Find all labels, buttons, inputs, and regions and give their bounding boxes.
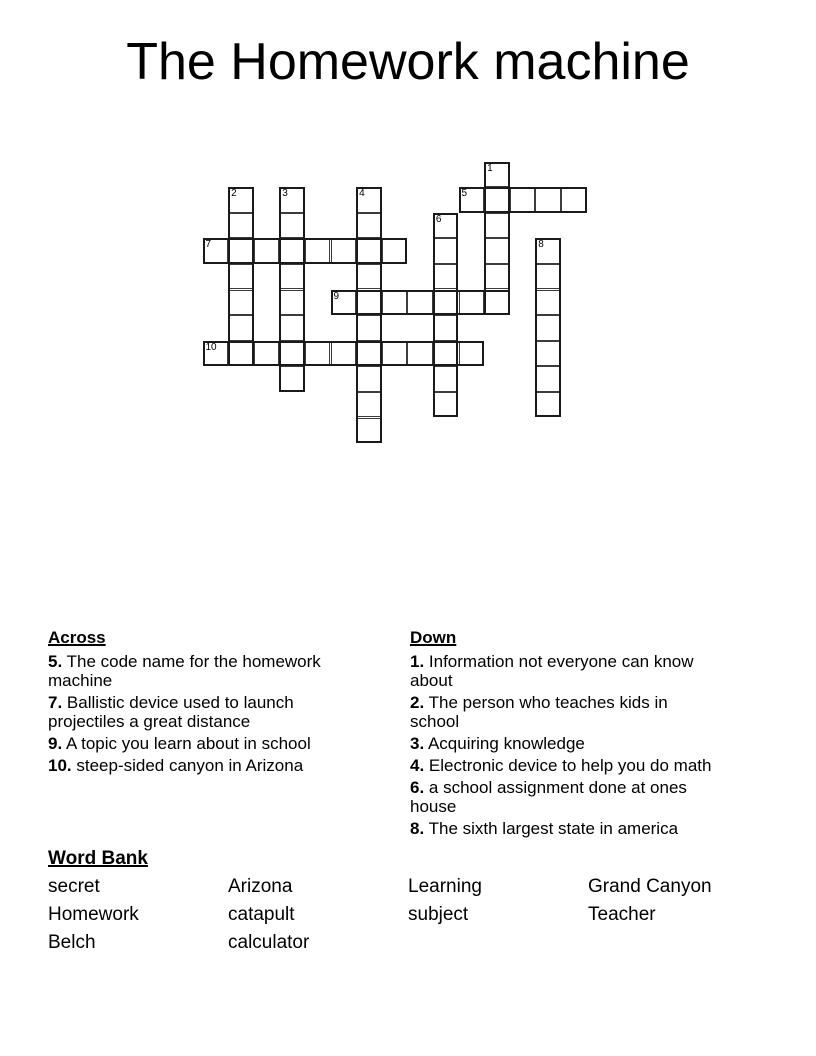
word-bank-word: Arizona <box>228 876 293 897</box>
clue-number: 6. <box>410 778 425 797</box>
word-outline-3-down <box>279 187 305 392</box>
word-outline-1-down <box>484 162 510 316</box>
down-clue-list <box>410 652 718 838</box>
clue-text: Information not everyone can know about <box>410 652 694 690</box>
grid-cell-number: 2 <box>231 188 237 200</box>
clue-across-7 <box>48 693 348 731</box>
word-outline-10-across <box>203 341 485 367</box>
clue-down-8 <box>410 819 718 838</box>
word-bank-word: subject <box>408 904 469 925</box>
word-bank <box>48 848 768 957</box>
word-bank-columns <box>48 873 768 957</box>
word-bank-column <box>408 873 588 957</box>
down-clues <box>410 628 718 841</box>
clue-number: 9. <box>48 734 63 753</box>
word-bank-column <box>228 873 408 957</box>
grid-cell-number: 1 <box>487 162 493 174</box>
clue-number: 3. <box>410 734 425 753</box>
grid-cell-number: 6 <box>435 213 442 225</box>
clue-text: Electronic device to help you do math <box>424 756 712 775</box>
grid-cell-number: 9 <box>333 290 340 302</box>
word-outline-9-across <box>331 290 510 316</box>
word-bank-word: Teacher <box>588 904 656 925</box>
word-bank-column <box>588 873 768 957</box>
clue-number: 1. <box>410 652 425 671</box>
grid-cell-number: 4 <box>359 188 365 200</box>
clue-down-3 <box>410 734 718 753</box>
clue-number: 8. <box>410 819 425 838</box>
across-clue-list <box>48 652 348 775</box>
word-outline-4-down <box>356 187 382 443</box>
across-heading: Across <box>48 628 106 647</box>
word-bank-word: catapult <box>228 904 295 925</box>
clue-text: The person who teaches kids in school <box>410 693 668 731</box>
clue-number: 10. <box>48 756 72 775</box>
clue-number: 2. <box>410 693 425 712</box>
page-title: The Homework machine <box>126 33 690 91</box>
word-bank-word: Grand Canyon <box>588 876 712 897</box>
grid-cell-number: 10 <box>205 341 217 353</box>
word-bank-word: secret <box>48 876 100 897</box>
clue-down-2 <box>410 693 718 731</box>
clue-across-5 <box>48 652 348 690</box>
grid-cell-number: 7 <box>205 239 212 251</box>
clue-number: 5. <box>48 652 63 671</box>
word-bank-column <box>48 873 228 957</box>
word-bank-word: Learning <box>408 876 482 897</box>
clue-down-6 <box>410 778 718 816</box>
word-outline-8-down <box>535 238 561 417</box>
clue-text: A topic you learn about in school <box>62 734 311 753</box>
clue-text: Acquiring knowledge <box>424 734 585 753</box>
word-bank-heading: Word Bank <box>48 848 148 869</box>
grid-cell-number: 3 <box>282 188 288 200</box>
clue-down-4 <box>410 756 718 775</box>
across-clues <box>48 628 348 778</box>
word-bank-word: Belch <box>48 932 96 953</box>
down-heading: Down <box>410 628 457 647</box>
word-outline-5-across <box>459 187 587 213</box>
word-outline-7-across <box>203 238 408 264</box>
clue-text: Ballistic device used to launch projectiles a great distance <box>48 693 294 731</box>
grid-cell-number: 8 <box>538 239 544 251</box>
clue-across-9 <box>48 734 348 753</box>
word-bank-word: Homework <box>48 904 139 925</box>
clue-down-1 <box>410 652 718 690</box>
grid-cell-number: 5 <box>461 188 468 200</box>
clue-number: 7. <box>48 693 63 712</box>
clue-text: The sixth largest state in america <box>424 819 679 838</box>
clue-text: a school assignment done at ones house <box>410 778 687 816</box>
clue-across-10 <box>48 756 348 775</box>
clue-number: 4. <box>410 756 425 775</box>
word-bank-word: calculator <box>228 932 310 953</box>
word-outline-2-down <box>228 187 254 366</box>
clue-text: steep-sided canyon in Arizona <box>71 756 304 775</box>
word-outline-6-down <box>433 213 459 418</box>
clue-text: The code name for the homework machine <box>48 652 321 690</box>
